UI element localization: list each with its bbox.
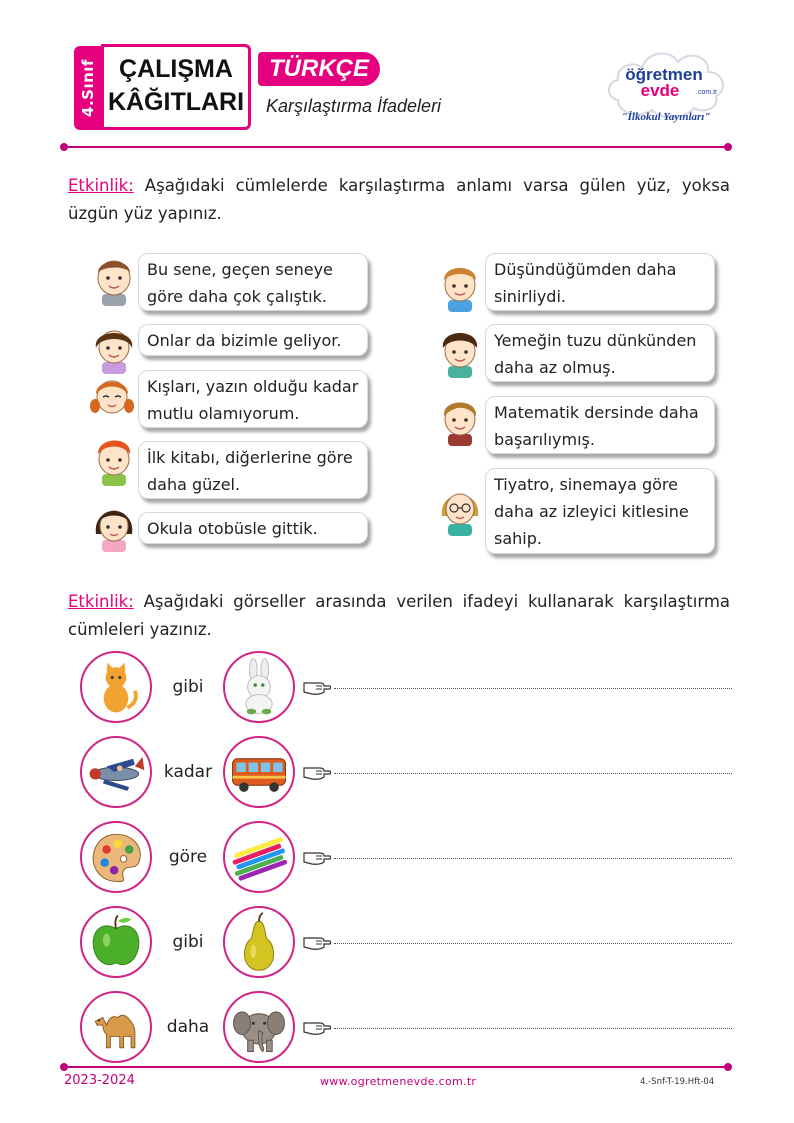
sentence-text: İlk kitabı, diğerlerine göre daha güzel.: [147, 448, 353, 494]
sentence-card: [485, 324, 715, 382]
logo-tagline: "İlkokul Yayınları": [621, 111, 711, 123]
sentence-card: [485, 468, 715, 554]
footer-website-link[interactable]: www.ogretmenevde.com.tr: [320, 1075, 477, 1088]
apple-icon: [80, 906, 152, 978]
sentence-text: Matematik dersinde daha başarılıymış.: [494, 403, 699, 449]
sentence-card: [138, 441, 368, 499]
airplane-icon: [80, 736, 152, 808]
pointing-hand-icon: [302, 1015, 332, 1037]
boy-curly-face-icon: [438, 326, 482, 378]
header-divider: [64, 146, 728, 148]
sentence-card: [138, 324, 368, 356]
rabbit-icon: [223, 651, 295, 723]
activity2-label: Etkinlik:: [68, 592, 134, 611]
comparison-word: gibi: [172, 677, 204, 697]
activity1-text: Aşağıdaki cümlelerde karşılaştırma anlamı varsa gülen yüz, yoksa üzgün yüz yapınız.: [68, 176, 730, 223]
girl-glasses-face-icon: [438, 484, 482, 536]
boy-brown-face-icon: [438, 394, 482, 446]
boy-face-icon: [92, 254, 136, 306]
pointing-hand-icon: [302, 675, 332, 697]
logo-word-2: evde: [640, 81, 680, 100]
activity1-instruction: [68, 172, 730, 228]
answer-line[interactable]: [334, 943, 732, 944]
logo-domain: .com.tr: [696, 89, 718, 96]
sentence-card: [485, 253, 715, 311]
girl-pigtails-face-icon: [90, 372, 134, 424]
girl-bob-face-icon: [92, 500, 136, 552]
sentence-text: Kışları, yazın olduğu kadar mutlu olamıyorum.: [147, 377, 359, 423]
answer-line[interactable]: [334, 773, 732, 774]
comparison-word: daha: [166, 1017, 210, 1037]
title-box: [101, 44, 251, 130]
sentence-text: Onlar da bizimle geliyor.: [147, 331, 342, 350]
title-line-1: ÇALIŞMA: [119, 55, 233, 83]
logo-word-1: öğretmen: [625, 65, 703, 84]
sentence-card: [138, 253, 368, 311]
sentence-text: Bu sene, geçen seneye göre daha çok çalıştık.: [147, 260, 333, 306]
grade-tab: [74, 46, 102, 130]
activity2-instruction: [68, 588, 730, 644]
activity1-label: Etkinlik:: [68, 176, 134, 195]
grade-label: 4.Sınıf: [79, 59, 97, 117]
comparison-word: gibi: [172, 932, 204, 952]
subject-badge: TÜRKÇE: [258, 52, 380, 86]
footer-divider: [64, 1066, 728, 1068]
chalk-icon: [223, 821, 295, 893]
bus-icon: [223, 736, 295, 808]
elephant-icon: [223, 991, 295, 1063]
paint-palette-icon: [80, 821, 152, 893]
pointing-hand-icon: [302, 930, 332, 952]
topic-title: Karşılaştırma İfadeleri: [266, 96, 442, 116]
answer-line[interactable]: [334, 1028, 732, 1029]
footer-year: 2023-2024: [64, 1073, 135, 1088]
pear-icon: [223, 906, 295, 978]
girl-curly-face-icon: [92, 322, 136, 374]
activity2-text: Aşağıdaki görseller arasında verilen ifadeyi kullanarak karşılaştırma cümleleri yazınız.: [68, 592, 730, 639]
boy-blond-face-icon: [438, 260, 482, 312]
pointing-hand-icon: [302, 760, 332, 782]
cat-icon: [80, 651, 152, 723]
pointing-hand-icon: [302, 845, 332, 867]
sentence-card: [138, 512, 368, 544]
footer-code: 4.-Snf-T-19.Hft-04: [640, 1077, 715, 1087]
answer-line[interactable]: [334, 858, 732, 859]
camel-icon: [80, 991, 152, 1063]
sentence-text: Okula otobüsle gittik.: [147, 519, 318, 538]
answer-line[interactable]: [334, 688, 732, 689]
boy-redhair-face-icon: [92, 434, 136, 486]
sentence-card: [485, 396, 715, 454]
sentence-text: Yemeğin tuzu dünkünden daha az olmuş.: [494, 331, 697, 377]
sentence-text: Tiyatro, sinemaya göre daha az izleyici kitlesine sahip.: [494, 475, 689, 548]
title-line-2: KÂĞITLARI: [107, 88, 245, 116]
publisher-logo: [604, 42, 732, 132]
comparison-word: kadar: [163, 762, 213, 782]
sentence-text: Düşündüğümden daha sinirliydi.: [494, 260, 677, 306]
comparison-word: göre: [168, 847, 208, 867]
sentence-card: [138, 370, 368, 428]
